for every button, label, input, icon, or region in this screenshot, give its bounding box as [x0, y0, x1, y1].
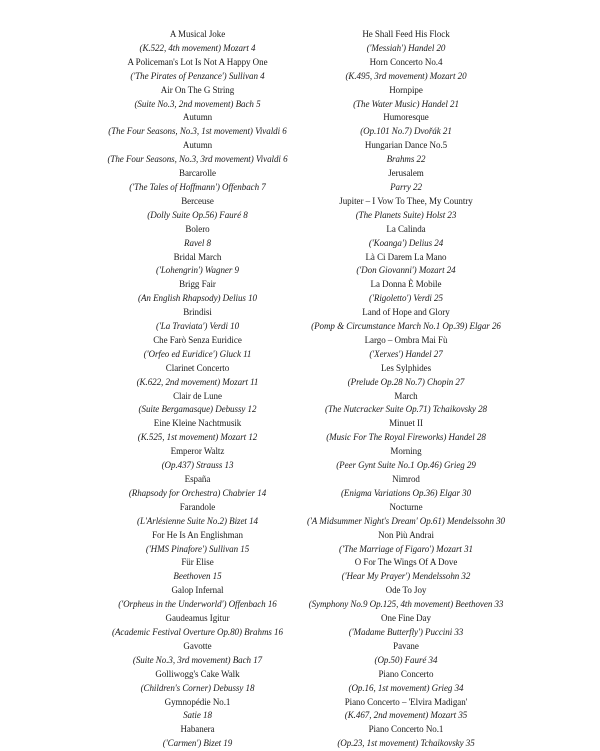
entry-title: Hungarian Dance No.5 [364, 140, 448, 151]
entry-title: Là Ci Darem La Mano [365, 251, 447, 262]
entry-title: Largo – Ombra Mai Fù [364, 334, 448, 345]
entry-title: For He Is An Englishman [152, 529, 243, 540]
contents-entry [95, 251, 300, 279]
entry-title: Che Farò Senza Euridice [153, 334, 242, 345]
contents-entry [300, 417, 512, 445]
entry-source: Brahms 22 [386, 154, 426, 165]
entry-title: Air On The G String [160, 84, 235, 95]
contents-entry [300, 556, 512, 584]
entry-source: (Enigma Variations Op.36) Elgar 30 [340, 487, 472, 498]
entry-source: (Op.16, 1st movement) Grieg 34 [348, 682, 464, 693]
contents-entry [95, 195, 300, 223]
entry-title: Clair de Lune [173, 390, 222, 401]
entry-title: One Fine Day [381, 613, 431, 624]
entry-source: (Op.23, 1st movement) Tchaikovsky 35 [337, 738, 475, 749]
entry-title: Clarinet Concerto [165, 362, 230, 373]
entry-source: (The Four Seasons, No.3, 1st movement) Vivaldi 6 [108, 126, 287, 137]
entry-title: Minuet II [389, 418, 423, 429]
contents-entry [95, 306, 300, 334]
entry-title: Horn Concerto No.4 [369, 56, 443, 67]
contents-entry [95, 584, 300, 612]
entry-title: Autumn [182, 140, 213, 151]
entry-source: ('Xerxes') Handel 27 [369, 348, 443, 359]
entry-source: (The Four Seasons, No.3, 3rd movement) Vivaldi 6 [107, 154, 288, 165]
entry-source: (An English Rhapsody) Delius 10 [138, 293, 257, 304]
contents-entry [300, 223, 512, 251]
entry-source: (Peer Gynt Suite No.1 Op.46) Grieg 29 [336, 460, 476, 471]
entry-title: Berceuse [181, 195, 214, 206]
entry-source: ('Carmen') Bizet 19 [162, 738, 233, 749]
contents-entry [300, 445, 512, 473]
entry-source: (K.522, 4th movement) Mozart 4 [139, 42, 256, 53]
entry-title: Piano Concerto No.1 [368, 724, 444, 735]
entry-title: Gavotte [183, 640, 212, 651]
contents-entry [300, 28, 512, 56]
entry-title: Gaudeamus Igitur [165, 613, 230, 624]
entry-source: ('Messiah') Handel 20 [366, 42, 446, 53]
contents-entry [300, 612, 512, 640]
entry-source: ('La Traviata') Verdi 10 [155, 321, 240, 332]
entry-source: (K.467, 2nd movement) Mozart 35 [344, 710, 468, 721]
entry-source: Parry 22 [390, 181, 422, 192]
contents-entry [300, 278, 512, 306]
entry-source: (Op.101 No.7) Dvořák 21 [360, 126, 452, 137]
entry-title: España [184, 474, 211, 484]
entry-title: Piano Concerto [378, 668, 434, 679]
entry-source: ('Orpheus in the Underworld') Offenbach 16 [118, 599, 277, 610]
contents-entry [95, 556, 300, 584]
contents-entry [95, 640, 300, 668]
entry-title: O For The Wings Of A Dove [354, 557, 458, 568]
contents-entry [300, 390, 512, 418]
entry-source: (Suite No.3, 2nd movement) Bach 5 [134, 98, 261, 109]
entry-source: ('HMS Pinafore') Sullivan 15 [145, 543, 250, 554]
contents-entry [95, 28, 300, 56]
entry-source: Ravel 8 [184, 237, 211, 248]
contents-entry [95, 696, 300, 724]
entry-source: (Children's Corner) Debussy 18 [140, 682, 255, 693]
entry-source: (Rhapsody for Orchestra) Chabrier 14 [128, 487, 267, 498]
contents-column-right [300, 28, 512, 751]
entry-source: ('The Tales of Hoffmann') Offenbach 7 [129, 181, 266, 192]
contents-entry [95, 501, 300, 529]
contents-entry [300, 84, 512, 112]
entry-source: (The Nutcracker Suite Op.71) Tchaikovsky 28 [325, 404, 487, 415]
entry-source: (Pomp & Circumstance March No.1 Op.39) Elgar 26 [311, 321, 501, 332]
entry-title: Habanera [180, 724, 215, 735]
contents-entry [95, 278, 300, 306]
entry-source: ('Don Giovanni') Mozart 24 [356, 265, 456, 276]
entry-title: Morning [390, 446, 422, 457]
entry-source: Satie 18 [183, 710, 212, 721]
entry-source: (The Water Music) Handel 21 [353, 98, 459, 109]
entry-title: He Shall Feed His Flock [362, 29, 450, 39]
contents-entry [95, 84, 300, 112]
entry-title: Brindisi [183, 307, 212, 318]
entry-title: Für Elise [181, 557, 214, 568]
entry-source: Beethoven 15 [173, 571, 222, 582]
contents-entry [95, 111, 300, 139]
contents-entry [300, 167, 512, 195]
contents-entry [95, 223, 300, 251]
entry-title: March [394, 390, 418, 401]
entry-title: Land of Hope and Glory [362, 307, 450, 318]
contents-entry [300, 473, 512, 501]
entry-source: (Academic Festival Overture Op.80) Brahms 16 [112, 626, 283, 637]
entry-source: ('Koanga') Delius 24 [368, 237, 444, 248]
contents-entry [95, 723, 300, 751]
entry-title: Jupiter – I Vow To Thee, My Country [339, 195, 473, 206]
entry-source: (Dolly Suite Op.56) Fauré 8 [147, 209, 248, 220]
entry-source: ('A Midsummer Night's Dream' Op.61) Mendelssohn 30 [306, 515, 505, 526]
contents-entry [300, 723, 512, 751]
entry-source: (Music For The Royal Fireworks) Handel 28 [326, 432, 486, 443]
entry-source: (K.495, 3rd movement) Mozart 20 [345, 70, 467, 81]
contents-entry [95, 56, 300, 84]
contents-entry [95, 390, 300, 418]
entry-source: ('Hear My Prayer') Mendelssohn 32 [341, 571, 471, 582]
entry-source: (Suite Bergamasque) Debussy 12 [138, 404, 257, 415]
contents-entry [95, 167, 300, 195]
contents-entry [300, 334, 512, 362]
contents-entry [95, 473, 300, 501]
entry-title: Piano Concerto – 'Elvira Madigan' [344, 696, 468, 707]
entry-title: Eine Kleine Nachtmusik [153, 418, 242, 429]
entry-source: ('The Pirates of Penzance') Sullivan 4 [130, 70, 265, 81]
entry-title: Pavane [393, 640, 419, 651]
entry-title: Golliwogg's Cake Walk [155, 668, 240, 679]
contents-entry [95, 139, 300, 167]
contents-entry [95, 612, 300, 640]
entry-title: Les Sylphides [380, 362, 432, 373]
entry-title: Bolero [185, 223, 210, 234]
entry-title: Nimrod [392, 474, 420, 484]
entry-title: Barcarolle [179, 168, 216, 179]
entry-source: (Op.50) Fauré 34 [374, 654, 438, 665]
contents-entry [300, 501, 512, 529]
contents-entry [300, 195, 512, 223]
entry-source: ('Lohengrin') Wagner 9 [156, 265, 239, 276]
entry-source: (Symphony No.9 Op.125, 4th movement) Beethoven 33 [308, 599, 504, 610]
contents-entry [95, 362, 300, 390]
entry-source: ('Rigoletto') Verdi 25 [369, 293, 443, 304]
entry-source: ('Madame Butterfly') Puccini 33 [348, 626, 464, 637]
entry-title: La Calinda [386, 223, 426, 234]
contents-entry [300, 529, 512, 557]
entry-title: Jerusalem [388, 168, 424, 179]
contents-entry [95, 417, 300, 445]
contents-entry [300, 640, 512, 668]
entry-title: Non Più Andrai [378, 529, 434, 540]
contents-entry [300, 668, 512, 696]
entry-title: Galop Infernal [171, 585, 224, 596]
entry-title: Farandole [179, 501, 216, 512]
entry-source: (K.525, 1st movement) Mozart 12 [137, 432, 258, 443]
contents-entry [300, 56, 512, 84]
entry-source: (The Planets Suite) Holst 23 [355, 209, 457, 220]
entry-title: La Donna È Mobile [370, 279, 442, 290]
entry-title: Humoresque [383, 112, 429, 123]
entry-title: A Policeman's Lot Is Not A Happy One [127, 56, 268, 67]
contents-entry [95, 334, 300, 362]
entry-source: (L'Arlésienne Suite No.2) Bizet 14 [137, 515, 258, 526]
entry-title: Hornpipe [389, 84, 423, 95]
contents-entry [300, 696, 512, 724]
entry-title: Gymnopédie No.1 [164, 696, 231, 707]
entry-source: (K.622, 2nd movement) Mozart 11 [136, 376, 259, 387]
contents-entry [300, 111, 512, 139]
entry-source: ('Orfeo ed Euridice') Gluck 11 [143, 348, 252, 359]
entry-source: (Prelude Op.28 No.7) Chopin 27 [347, 376, 465, 387]
contents-entry [95, 668, 300, 696]
entry-title: Brigg Fair [179, 279, 216, 290]
entry-title: A Musical Joke [169, 29, 226, 39]
entry-title: Emperor Waltz [170, 446, 225, 457]
entry-title: Ode To Joy [385, 585, 427, 596]
contents-entry [300, 251, 512, 279]
contents-entry [95, 529, 300, 557]
entry-title: Autumn [182, 112, 213, 123]
entry-source: (Suite No.3, 3rd movement) Bach 17 [132, 654, 263, 665]
contents-entry [95, 445, 300, 473]
contents-entry [300, 306, 512, 334]
contents-column-left [95, 28, 300, 751]
contents-entry [300, 139, 512, 167]
entry-source: (Op.437) Strauss 13 [161, 460, 234, 471]
entry-title: Nocturne [389, 501, 423, 512]
entry-title: Bridal March [173, 251, 222, 262]
entry-source: ('The Marriage of Figaro') Mozart 31 [339, 543, 473, 554]
contents-entry [300, 584, 512, 612]
contents-entry [300, 362, 512, 390]
